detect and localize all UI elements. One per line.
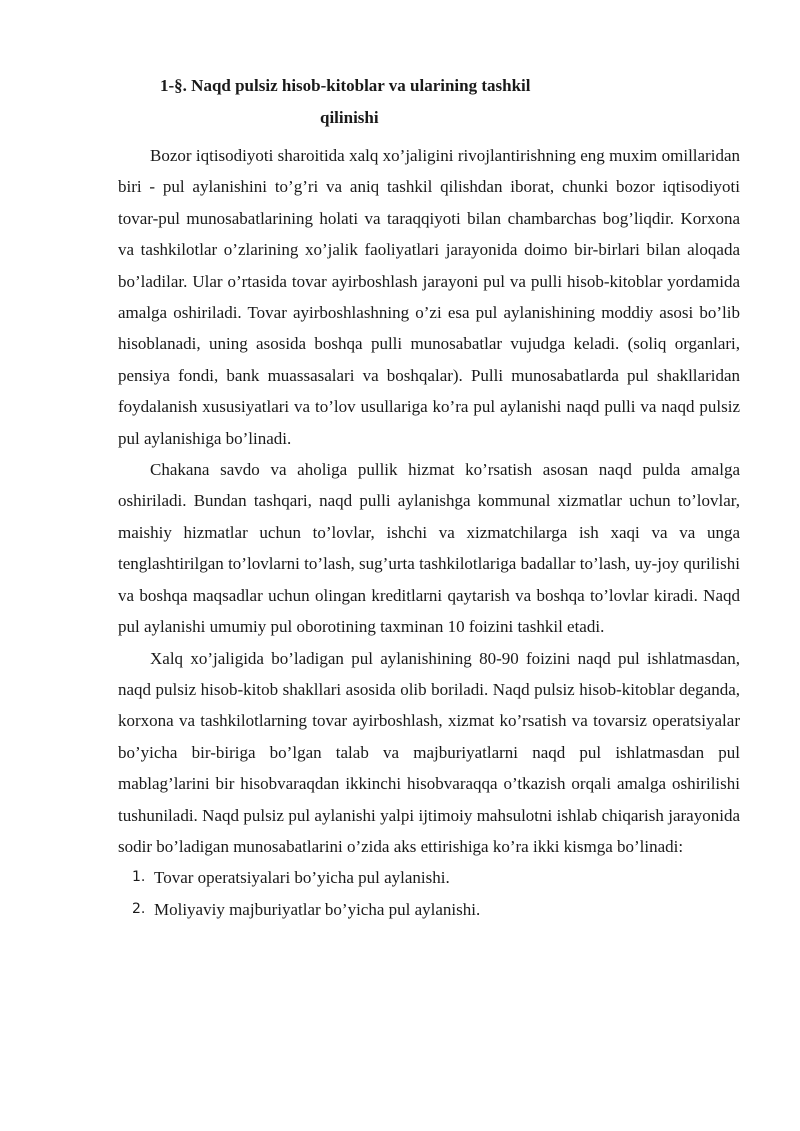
section-heading: 1-§. Naqd pulsiz hisob-kitoblar va ularining tashkil (160, 76, 531, 95)
list-item-text: Moliyaviy majburiyatlar bo’yicha pul aylanishi. (154, 899, 481, 919)
list-item (118, 862, 740, 893)
list-item-number: 2. (132, 900, 146, 917)
paragraph-1: Bozor iqtisodiyoti sharoitida xalq xo’jaligini rivojlantirishning eng muxim omillaridan biri - pul aylanishini to’g’ri va aniq tashkil qilishdan iborat, chunki bozor iqtisodiyoti tovar-pul munosabatlarining holati va taraqqiyoti bilan chambarchas bog’liqdir. Korxona va tashkilotlar o’zlarining xo’jalik faoliyatlari jarayonida doimo bir-birlari bilan aloqada bo’ladilar. Ular o’rtasida tovar ayirboshlash jarayoni pul va pulli hisob-kitoblar yordamida amalga oshiriladi. Tovar ayirboshlashning o’zi esa pul aylanishining moddiy asosi bo’lib hisoblanadi, uning asosida boshqa pulli munosabatlar vujudga keladi. (soliq organlari, pensiya fondi, bank muassasalari va boshqalar). Pulli munosabatlarda pul shakllaridan foydalanish xususiyatlari va to’lov usullariga ko’ra pul aylanishi naqd pulli va naqd pulsiz pul aylanishiga bo’linadi. (118, 146, 740, 448)
list-item (118, 894, 740, 925)
list-item-number: 1. (132, 869, 146, 886)
section-heading-continuation: qilinishi (320, 108, 379, 127)
list-item-text: Tovar operatsiyalari bo’yicha pul aylanishi. (154, 868, 450, 888)
paragraph-2: Chakana savdo va aholiga pullik hizmat ko’rsatish asosan naqd pulda amalga oshiriladi. Bundan tashqari, naqd pulli aylanishga kommunal xizmatlar uchun to’lovlar, maishiy hizmatlar uchun to’lovlar, ishchi va xizmatchilarga ish xaqi va va unga tenglashtirilgan to’lovlarni to’lash, sug’urta tashkilotlariga badallar to’lash, uy-joy qurilishi va boshqa maqsadlar uchun olingan kreditlarni qaytarish va boshqa to’lovlar kiradi. Naqd pul aylanishi umumiy pul oborotining taxminan 10 foizini tashkil etadi. (118, 460, 740, 637)
paragraph-3: Xalq xo’jaligida bo’ladigan pul aylanishining 80-90 foizini naqd pul ishlatmasdan, naqd pulsiz hisob-kitob shakllari asosida olib boriladi. Naqd pulsiz hisob-kitoblar deganda, korxona va tashkilotlarning tovar ayirboshlash, xizmat ko’rsatish va tovarsiz operatsiyalar bo’yicha bir-biriga bo’lgan talab va majburiyatlarni naqd pul ishlatmasdan pul mablag’larini bir hisobvaraqdan ikkinchi hisobvaraqqa o’tkazish orqali amalga oshirilishi tushuniladi. Naqd pulsiz pul aylanishi yalpi ijtimoiy mahsulotni ishlab chiqarish jarayonida sodir bo’ladigan munosabatlarini o’zida aks ettirishiga ko’ra ikki kismga bo’linadi: (118, 648, 740, 856)
document-body (118, 140, 740, 925)
numbered-list (118, 862, 740, 925)
